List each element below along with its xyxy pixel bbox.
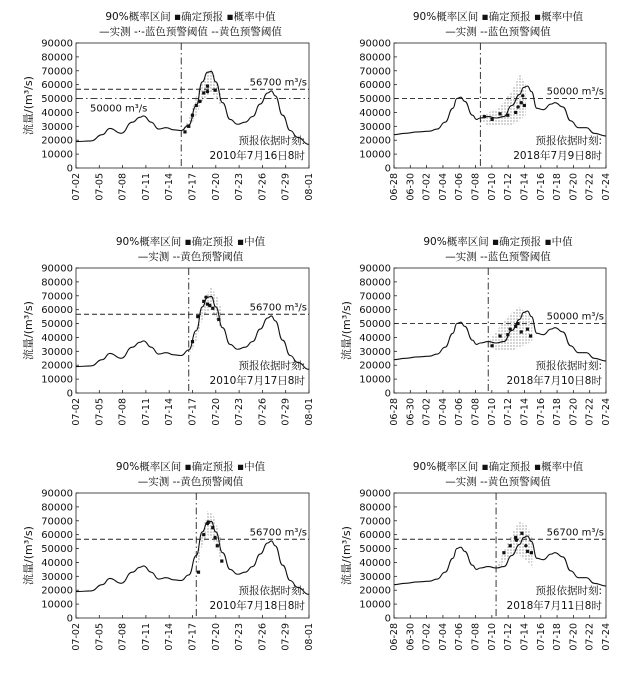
threshold-label: 56700 m³/s — [249, 302, 307, 314]
x-tick-label: 07-11 — [140, 623, 152, 651]
y-axis-label: 流量/(m³/s) — [340, 526, 353, 585]
forecast-point — [491, 118, 494, 121]
legend-line-1: 90%概率区间 ▪确定预报 ▪中值 — [115, 461, 266, 473]
x-tick-label: 07-02 — [421, 173, 433, 201]
threshold-label: 50000 m³/s — [546, 311, 604, 323]
y-tick-label: 10000 — [359, 374, 391, 386]
x-tick-label: 08-01 — [304, 398, 315, 426]
x-tick-label: 07-02 — [421, 623, 433, 651]
x-tick-label: 07-14 — [164, 623, 176, 651]
forecast-point — [491, 344, 494, 347]
x-tick-label: 07-02 — [71, 173, 82, 201]
forecast-point — [520, 101, 523, 104]
x-tick-label: 07-08 — [470, 623, 482, 651]
y-tick-label: 20000 — [359, 360, 391, 372]
x-tick-label: 07-02 — [71, 623, 82, 651]
median-point — [516, 105, 519, 108]
forecast-basis-time: 2018年7月10日8时 — [506, 375, 602, 387]
x-tick-label: 07-24 — [601, 623, 612, 651]
y-tick-label: 80000 — [359, 277, 391, 289]
y-tick-label: 10000 — [359, 599, 391, 611]
y-tick-label: 30000 — [359, 346, 391, 358]
y-tick-label: 0 — [66, 163, 73, 175]
y-tick-label: 60000 — [359, 80, 391, 92]
median-point — [516, 322, 519, 325]
y-tick-label: 70000 — [41, 516, 73, 528]
x-tick-label: 08-01 — [304, 173, 315, 201]
y-tick-label: 0 — [384, 613, 391, 625]
y-tick-label: 0 — [66, 388, 73, 400]
chart-panel-6 — [339, 460, 612, 651]
y-tick-label: 10000 — [41, 599, 73, 611]
threshold-label: 56700 m³/s — [249, 527, 307, 539]
y-tick-label: 30000 — [359, 121, 391, 133]
y-tick-label: 40000 — [41, 557, 73, 569]
forecast-point — [213, 89, 216, 92]
y-tick-label: 70000 — [41, 66, 73, 78]
median-point — [198, 100, 201, 103]
y-tick-label: 20000 — [41, 135, 73, 147]
x-tick-label: 07-17 — [187, 398, 199, 426]
y-tick-label: 40000 — [41, 107, 73, 119]
x-tick-label: 07-12 — [503, 623, 515, 651]
legend-line-1: 90%概率区间 ▪确定预报 ▪概率中值 — [412, 461, 584, 473]
x-tick-label: 07-16 — [535, 623, 547, 651]
x-tick-label: 07-18 — [552, 623, 564, 651]
x-tick-label: 07-06 — [454, 173, 466, 201]
x-tick-label: 07-08 — [117, 173, 129, 201]
x-tick-label: 07-05 — [94, 398, 106, 426]
x-tick-label: 07-02 — [421, 398, 433, 426]
y-tick-label: 50000 — [41, 544, 73, 556]
y-tick-label: 70000 — [359, 66, 391, 78]
forecast-point — [523, 104, 526, 107]
forecast-point — [202, 533, 205, 536]
y-tick-label: 0 — [66, 613, 73, 625]
x-tick-label: 07-10 — [486, 398, 498, 426]
y-tick-label: 30000 — [359, 571, 391, 583]
y-tick-label: 80000 — [41, 277, 73, 289]
y-tick-label: 80000 — [41, 52, 73, 64]
chart-panel-1 — [21, 10, 315, 201]
threshold-label: 50000 m³/s — [546, 86, 604, 98]
y-tick-label: 50000 — [41, 94, 73, 106]
forecast-point — [514, 325, 517, 328]
x-tick-label: 07-11 — [140, 398, 152, 426]
y-tick-label: 70000 — [41, 291, 73, 303]
x-tick-label: 07-29 — [280, 173, 292, 201]
threshold-label: 50000 m³/s — [90, 103, 148, 115]
forecast-basis-label: 预报依据时刻: — [535, 135, 602, 147]
y-tick-label: 20000 — [41, 360, 73, 372]
y-tick-label: 40000 — [359, 332, 391, 344]
x-tick-label: 07-14 — [519, 623, 531, 651]
x-tick-label: 07-20 — [568, 623, 580, 651]
x-tick-label: 07-14 — [519, 398, 531, 426]
median-point — [213, 536, 216, 539]
forecast-basis-label: 预报依据时刻: — [238, 585, 305, 597]
forecast-point — [530, 551, 533, 554]
threshold-label: 56700 m³/s — [249, 77, 307, 89]
x-tick-label: 07-10 — [486, 623, 498, 651]
y-tick-label: 60000 — [41, 80, 73, 92]
forecast-point — [202, 300, 205, 303]
x-tick-label: 08-01 — [304, 623, 315, 651]
median-point — [204, 295, 207, 298]
x-tick-label: 07-22 — [584, 623, 596, 651]
median-point — [206, 90, 209, 93]
x-tick-label: 07-08 — [117, 398, 129, 426]
y-tick-label: 50000 — [359, 319, 391, 331]
x-tick-label: 07-11 — [140, 173, 152, 201]
x-tick-label: 07-02 — [71, 398, 82, 426]
probability-band-90 — [480, 74, 526, 127]
x-tick-label: 07-04 — [437, 623, 449, 651]
x-tick-label: 07-12 — [503, 397, 515, 426]
y-tick-label: 90000 — [359, 488, 391, 500]
x-tick-label: 07-04 — [437, 173, 449, 201]
x-tick-label: 07-18 — [552, 398, 564, 426]
y-tick-label: 30000 — [41, 346, 73, 358]
x-tick-label: 07-04 — [437, 398, 449, 426]
x-tick-label: 07-08 — [117, 623, 129, 651]
forecast-basis-time: 2018年7月11日8时 — [506, 600, 602, 612]
forecast-point — [187, 125, 190, 128]
y-tick-label: 50000 — [41, 319, 73, 331]
x-tick-label: 07-08 — [470, 398, 482, 426]
forecast-basis-label: 预报依据时刻: — [535, 360, 602, 372]
y-tick-label: 0 — [384, 163, 391, 175]
x-tick-label: 06-30 — [405, 173, 417, 201]
x-tick-label: 07-20 — [210, 173, 222, 201]
x-tick-label: 07-26 — [257, 623, 269, 651]
forecast-point — [220, 559, 223, 562]
x-tick-label: 07-18 — [552, 173, 564, 201]
x-tick-label: 07-06 — [454, 623, 466, 651]
y-tick-label: 90000 — [41, 263, 73, 275]
y-tick-label: 10000 — [41, 149, 73, 161]
chart-panel-2 — [359, 10, 612, 201]
forecast-basis-label: 预报依据时刻: — [535, 585, 602, 597]
x-tick-label: 07-06 — [454, 398, 466, 426]
median-point — [206, 522, 209, 525]
x-tick-label: 07-17 — [187, 173, 199, 201]
x-tick-label: 06-30 — [405, 398, 417, 426]
median-point — [515, 539, 518, 542]
forecast-point — [483, 115, 486, 118]
forecast-point — [206, 84, 209, 87]
forecast-point — [197, 571, 200, 574]
y-tick-label: 90000 — [359, 263, 391, 275]
forecast-point — [183, 130, 186, 133]
x-tick-label: 07-22 — [584, 398, 596, 426]
y-tick-label: 40000 — [359, 557, 391, 569]
chart-panel-4 — [339, 235, 612, 426]
legend-line-1: 90%概率区间 ▪确定预报 ▪中值 — [115, 236, 266, 248]
x-tick-label: 07-29 — [280, 623, 292, 651]
y-tick-label: 10000 — [359, 149, 391, 161]
median-point — [521, 94, 524, 97]
y-tick-label: 60000 — [359, 305, 391, 317]
legend-line-1: 90%概率区间 ▪确定预报 ▪概率中值 — [105, 11, 276, 23]
forecast-point — [191, 114, 194, 117]
forecast-point — [202, 91, 205, 94]
y-tick-label: 90000 — [41, 488, 73, 500]
x-tick-label: 07-17 — [187, 623, 199, 651]
x-tick-label: 07-12 — [503, 172, 515, 201]
x-tick-label: 07-24 — [601, 398, 612, 426]
y-tick-label: 80000 — [41, 502, 73, 514]
y-tick-label: 20000 — [359, 585, 391, 597]
probability-band-90 — [183, 69, 223, 130]
forecast-point — [191, 340, 194, 343]
forecast-point — [216, 544, 219, 547]
forecast-point — [498, 112, 501, 115]
x-tick-label: 06-28 — [389, 623, 400, 651]
forecast-basis-time: 2010年7月16日8时 — [209, 150, 305, 162]
y-tick-label: 0 — [384, 388, 391, 400]
x-tick-label: 07-20 — [210, 398, 222, 426]
forecast-basis-time: 2010年7月18日8时 — [209, 600, 305, 612]
y-tick-label: 70000 — [359, 516, 391, 528]
x-tick-label: 07-26 — [257, 398, 269, 426]
y-tick-label: 80000 — [359, 52, 391, 64]
forecast-point — [217, 318, 220, 321]
forecast-point — [520, 532, 523, 535]
forecast-point — [502, 551, 505, 554]
x-tick-label: 07-20 — [568, 398, 580, 426]
x-tick-label: 07-24 — [601, 173, 612, 201]
x-tick-label: 07-10 — [486, 173, 498, 201]
legend-line-1: 90%概率区间 ▪确定预报 ▪中值 — [423, 236, 573, 248]
x-tick-label: 07-29 — [280, 398, 292, 426]
chart-panel-3 — [21, 235, 315, 426]
forecast-basis-label: 预报依据时刻: — [238, 135, 305, 147]
x-tick-label: 07-16 — [535, 398, 547, 426]
forecast-point — [211, 526, 214, 529]
forecast-point — [498, 334, 501, 337]
y-tick-label: 40000 — [41, 332, 73, 344]
legend-line-2: —实测 --黄色预警阈值 — [445, 476, 551, 488]
threshold-label: 56700 m³/s — [546, 527, 604, 539]
legend-line-2: —实测 -·-蓝色预警阈值 --黄色预警阈值 — [99, 26, 282, 38]
chart-panel-5 — [21, 460, 315, 651]
y-tick-label: 60000 — [359, 530, 391, 542]
median-point — [208, 304, 211, 307]
y-tick-label: 70000 — [359, 291, 391, 303]
forecast-point — [526, 328, 529, 331]
y-tick-label: 80000 — [359, 502, 391, 514]
y-tick-label: 50000 — [359, 94, 391, 106]
x-tick-label: 07-23 — [234, 173, 246, 201]
forecast-point — [529, 334, 532, 337]
forecast-basis-time: 2010年7月17日8时 — [209, 375, 305, 387]
forecast-point — [509, 544, 512, 547]
x-tick-label: 06-30 — [405, 623, 417, 651]
forecast-point — [520, 330, 523, 333]
y-tick-label: 90000 — [41, 38, 73, 50]
x-tick-label: 07-20 — [568, 173, 580, 201]
x-tick-label: 07-05 — [94, 623, 106, 651]
forecast-point — [514, 111, 517, 114]
forecast-basis-label: 预报依据时刻: — [238, 360, 305, 372]
x-tick-label: 07-14 — [164, 398, 176, 426]
x-tick-label: 07-23 — [234, 398, 246, 426]
forecast-point — [506, 333, 509, 336]
y-tick-label: 20000 — [41, 585, 73, 597]
legend-line-2: —实测 --蓝色预警阈值 — [445, 251, 551, 263]
y-tick-label: 90000 — [359, 38, 391, 50]
y-tick-label: 60000 — [41, 305, 73, 317]
forecast-point — [526, 550, 529, 553]
x-tick-label: 07-14 — [519, 173, 531, 201]
x-tick-label: 07-16 — [535, 173, 547, 201]
forecast-point — [506, 114, 509, 117]
y-axis-label: 流量/(m³/s) — [22, 76, 35, 135]
y-axis-label: 流量/(m³/s) — [22, 301, 35, 360]
legend-line-1: 90%概率区间 ▪确定预报 ▪概率中值 — [412, 11, 584, 23]
x-tick-label: 07-14 — [164, 173, 176, 201]
y-tick-label: 10000 — [41, 374, 73, 386]
forecast-basis-time: 2018年7月9日8时 — [513, 150, 602, 162]
forecast-point — [195, 104, 198, 107]
y-tick-label: 50000 — [359, 544, 391, 556]
x-tick-label: 06-28 — [389, 398, 400, 426]
legend-line-2: —实测 --黄色预警阈值 — [137, 251, 244, 263]
y-axis-label: 流量/(m³/s) — [340, 301, 353, 360]
median-point — [509, 327, 512, 330]
x-tick-label: 07-20 — [210, 623, 222, 651]
y-tick-label: 30000 — [41, 571, 73, 583]
x-tick-label: 06-28 — [389, 173, 400, 201]
y-axis-label: 流量/(m³/s) — [22, 526, 35, 585]
x-tick-label: 07-23 — [234, 623, 246, 651]
legend-line-2: —实测 --蓝色预警阈值 — [445, 26, 551, 38]
y-tick-label: 60000 — [41, 530, 73, 542]
x-tick-label: 07-22 — [584, 173, 596, 201]
forecast-point — [196, 315, 199, 318]
x-tick-label: 07-26 — [257, 173, 269, 201]
y-tick-label: 20000 — [359, 135, 391, 147]
x-tick-label: 07-05 — [94, 173, 106, 201]
forecast-point — [211, 307, 214, 310]
y-tick-label: 40000 — [359, 107, 391, 119]
x-tick-label: 07-08 — [470, 173, 482, 201]
median-point — [524, 544, 527, 547]
y-tick-label: 30000 — [41, 121, 73, 133]
legend-line-2: —实测 --黄色预警阈值 — [137, 476, 244, 488]
